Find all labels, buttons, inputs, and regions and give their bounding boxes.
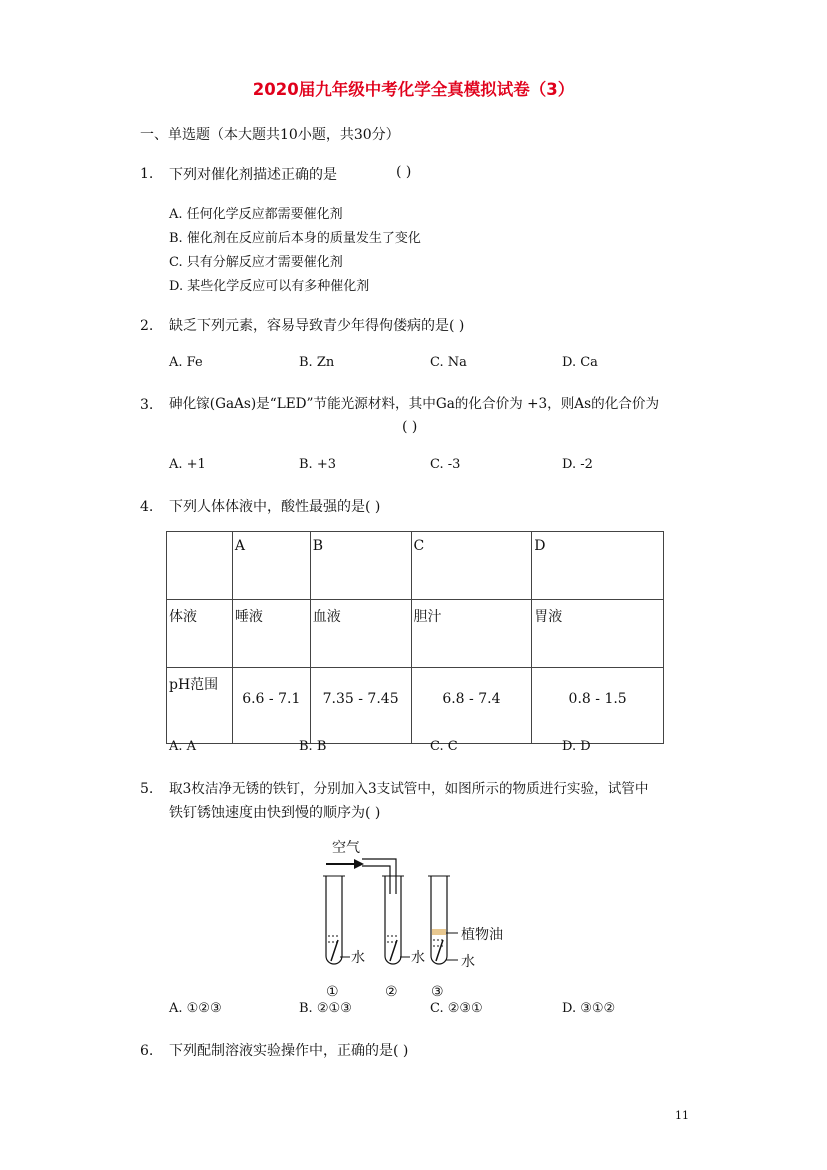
option-d: D. 某些化学反应可以有多种催化剂 [169, 279, 370, 294]
question-text: 下列对催化剂描述正确的是 [169, 167, 337, 183]
table-cell: 6.6 - 7.1 [232, 668, 310, 744]
table-cell: 7.35 - 7.45 [310, 668, 411, 744]
test-tube-figure [318, 836, 518, 1001]
tube-number-3: ③ [431, 984, 444, 1000]
question-number: 3. [140, 397, 154, 413]
answer-blank: ( ) [396, 164, 412, 180]
table-cell: pH范围 [167, 668, 233, 744]
table-cell: B [310, 532, 411, 600]
tube-number-2: ② [385, 984, 398, 1000]
question-text: 铁钉锈蚀速度由快到慢的顺序为( ) [169, 805, 381, 821]
option-b: B. Zn [299, 355, 335, 370]
section-heading: 一、单选题（本大题共10小题，共30分） [140, 127, 400, 143]
question-text: 缺乏下列元素，容易导致青少年得佝偻病的是( ) [169, 318, 465, 334]
table-cell [167, 532, 233, 600]
iron-nail [436, 940, 443, 961]
table-cell: 6.8 - 7.4 [411, 668, 532, 744]
question-text: 下列配制溶液实验操作中，正确的是( ) [169, 1043, 409, 1059]
table-cell: 唾液 [232, 600, 310, 668]
option-a: A. +1 [169, 457, 206, 472]
test-tube-2 [382, 876, 425, 1000]
iron-nail [331, 940, 338, 961]
option-d: D. -2 [562, 457, 593, 472]
oil-layer [432, 929, 446, 935]
option-a: A. A [169, 739, 197, 754]
page-title: 2020届九年级中考化学全真模拟试卷（3） [252, 80, 575, 99]
question-text: 取3枚洁净无锈的铁钉，分别加入3支试管中，如图所示的物质进行实验，试管中 [169, 781, 649, 797]
option-c: C. 只有分解反应才需要催化剂 [169, 255, 343, 270]
option-b: B. B [299, 739, 327, 754]
option-c: C. ②③① [430, 1001, 483, 1016]
table-row [167, 668, 664, 744]
question-number: 6. [140, 1043, 154, 1059]
question-text: 砷化镓(GaAs)是“LED”节能光源材料，其中Ga的化合价为 +3，则As的化合价为 [169, 396, 660, 412]
option-c: C. C [430, 739, 458, 754]
answer-blank: ( ) [402, 419, 418, 435]
question-number: 5. [140, 781, 154, 797]
table-cell: 体液 [167, 600, 233, 668]
table-cell: A [232, 532, 310, 600]
iron-nail [390, 940, 397, 961]
water-label: 水 [461, 954, 475, 970]
question-number: 1. [140, 166, 154, 182]
option-b: B. ②①③ [299, 1001, 352, 1016]
table-row [167, 532, 664, 600]
arrow-right-icon [326, 859, 364, 869]
option-d: D. ③①② [562, 1001, 616, 1016]
option-b: B. +3 [299, 457, 336, 472]
tube-number-1: ① [326, 984, 339, 1000]
table-cell: 血液 [310, 600, 411, 668]
table-row [167, 600, 664, 668]
question-text: 下列人体体液中，酸性最强的是( ) [169, 499, 381, 515]
test-tube-3 [428, 876, 503, 1000]
question-number: 4. [140, 499, 154, 515]
table-cell: 胆汁 [411, 600, 532, 668]
option-b: B. 催化剂在反应前后本身的质量发生了变化 [169, 231, 421, 246]
water-label: 水 [351, 950, 365, 966]
table-cell: D [532, 532, 664, 600]
oil-label: 植物油 [461, 927, 503, 943]
option-a: A. 任何化学反应都需要催化剂 [169, 207, 343, 222]
table-cell: 0.8 - 1.5 [532, 668, 664, 744]
option-c: C. -3 [430, 457, 461, 472]
test-tube-1 [323, 876, 365, 1000]
question-number: 2. [140, 318, 154, 334]
option-a: A. ①②③ [169, 1001, 222, 1016]
option-c: C. Na [430, 355, 467, 370]
air-label: 空气 [332, 840, 360, 856]
table-cell: C [411, 532, 532, 600]
option-a: A. Fe [169, 355, 203, 370]
option-d: D. Ca [562, 355, 598, 370]
option-d: D. D [562, 739, 591, 754]
table-cell: 胃液 [532, 600, 664, 668]
ph-table [166, 531, 664, 744]
water-label: 水 [411, 950, 425, 966]
page-number: 11 [675, 1109, 689, 1122]
